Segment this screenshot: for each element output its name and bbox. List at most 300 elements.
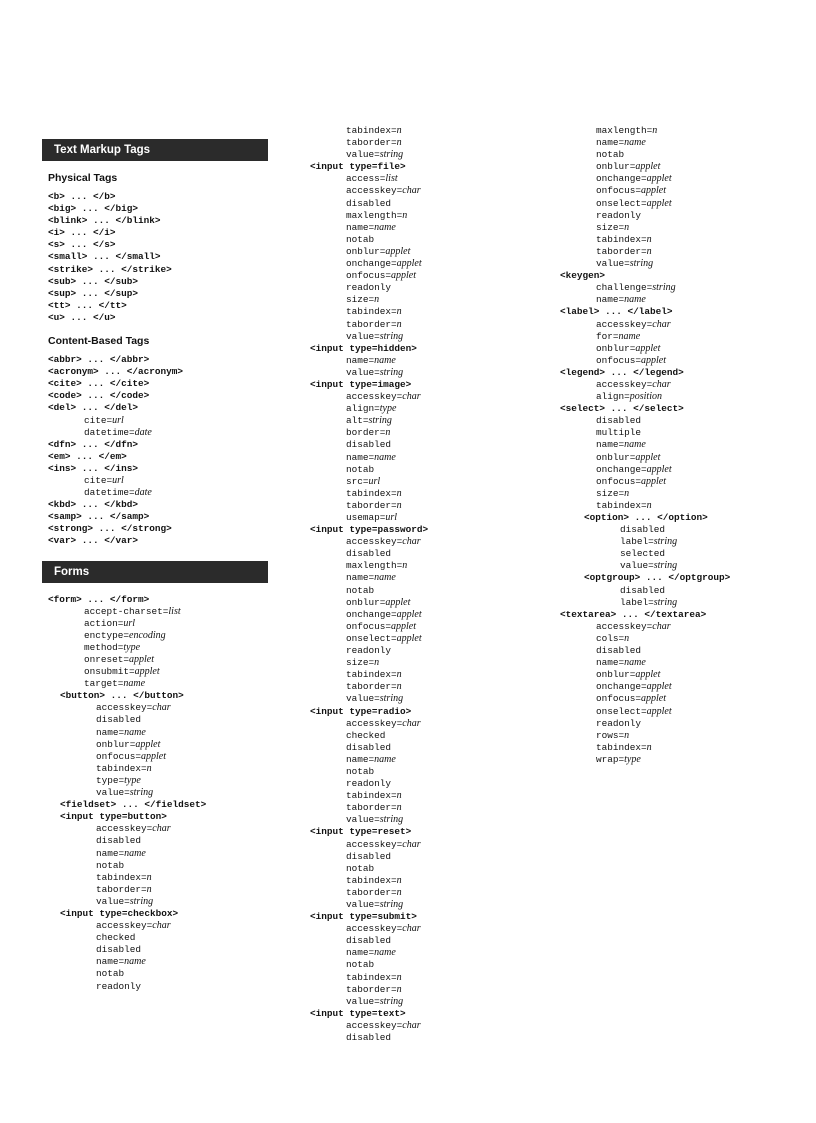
attribute-name: value= bbox=[96, 895, 130, 907]
attribute-entry bbox=[310, 427, 540, 439]
attribute-entry bbox=[48, 968, 268, 980]
attribute-entry bbox=[48, 944, 268, 956]
attribute-name: maxlength= bbox=[346, 209, 403, 221]
attribute-entry bbox=[560, 693, 800, 705]
attribute-entry bbox=[560, 560, 800, 572]
attribute-entry bbox=[310, 597, 540, 609]
attribute-entry bbox=[310, 839, 540, 851]
tag-entry: <fieldset> ... </fieldset> bbox=[60, 799, 207, 811]
attribute-name: action= bbox=[84, 617, 124, 629]
attribute-value: applet bbox=[646, 173, 672, 185]
attribute-name: usemap= bbox=[346, 512, 386, 523]
attribute-entry bbox=[48, 860, 268, 872]
attribute-name: accesskey= bbox=[346, 1019, 403, 1031]
attribute-name: access= bbox=[346, 173, 386, 185]
attribute-name: onselect= bbox=[596, 197, 647, 209]
attribute-value: url bbox=[368, 475, 381, 487]
attribute-name: accesskey= bbox=[96, 920, 153, 932]
attribute-name: name= bbox=[96, 956, 125, 968]
tag-entry: <sup> ... </sup> bbox=[48, 287, 139, 299]
attribute-value: name bbox=[624, 137, 646, 149]
attribute-entry bbox=[48, 872, 268, 884]
tag-entry: <b> ... </b> bbox=[48, 191, 116, 202]
attribute-entry bbox=[560, 258, 800, 270]
attribute-value: name bbox=[618, 330, 641, 342]
attribute-entry bbox=[560, 597, 800, 609]
attribute-name: onblur= bbox=[596, 451, 636, 463]
tag-entry: <sub> ... </sub> bbox=[48, 275, 139, 287]
column-1 bbox=[42, 139, 268, 993]
attribute-value: applet bbox=[135, 738, 161, 750]
attribute-entry bbox=[310, 536, 540, 548]
attribute-entry bbox=[310, 923, 540, 935]
tag-entry: <legend> ... </legend> bbox=[560, 366, 684, 378]
attribute-value: applet bbox=[635, 669, 661, 681]
attribute-entry bbox=[560, 536, 800, 548]
section-header-text-markup: Text Markup Tags bbox=[42, 139, 268, 161]
attribute-entry bbox=[310, 391, 540, 403]
tag-entry: <optgroup> ... </optgroup> bbox=[584, 572, 731, 584]
attribute-entry bbox=[560, 669, 800, 681]
attribute-name: value= bbox=[346, 814, 380, 826]
attribute-name: value= bbox=[346, 366, 380, 378]
attribute-name: accesskey= bbox=[596, 378, 653, 390]
attribute-entry bbox=[48, 487, 268, 499]
attribute-name: name= bbox=[346, 753, 375, 765]
attribute-value: applet bbox=[641, 185, 667, 197]
attribute-value: n bbox=[624, 729, 630, 741]
tag-entry: <blink> ... </blink> bbox=[48, 215, 161, 227]
attribute-name: cite= bbox=[84, 474, 113, 486]
tag-entry: <input type=text> bbox=[310, 1007, 406, 1019]
attribute-name: selected bbox=[620, 548, 666, 560]
attribute-entry bbox=[560, 500, 800, 512]
attribute-entry bbox=[310, 439, 540, 451]
attribute-value: applet bbox=[646, 197, 672, 209]
attribute-entry bbox=[310, 802, 540, 814]
attribute-name: value= bbox=[96, 787, 130, 799]
attribute-entry bbox=[48, 763, 268, 775]
tag-entry: <big> ... </big> bbox=[48, 203, 139, 215]
attribute-value: char bbox=[402, 391, 421, 403]
attribute-value: type bbox=[624, 753, 641, 765]
attribute-entry bbox=[310, 258, 540, 270]
attribute-name: name= bbox=[346, 572, 375, 584]
attribute-value: n bbox=[396, 137, 402, 149]
tag-entry: <kbd> ... </kbd> bbox=[48, 499, 139, 511]
attribute-entry bbox=[560, 185, 800, 197]
attribute-value: string bbox=[129, 895, 154, 907]
tag-entry: <samp> ... </samp> bbox=[48, 511, 150, 523]
attribute-entry bbox=[48, 727, 268, 739]
attribute-value: applet bbox=[635, 342, 661, 354]
attribute-name: target= bbox=[84, 678, 124, 690]
attribute-value: n bbox=[396, 681, 402, 693]
attribute-entry bbox=[560, 730, 800, 742]
attribute-entry bbox=[310, 306, 540, 318]
attribute-name: disabled bbox=[96, 714, 142, 726]
attribute-name: tabindex= bbox=[346, 669, 397, 681]
attribute-name: accesskey= bbox=[96, 702, 153, 714]
tag-entry: <small> ... </small> bbox=[48, 251, 161, 263]
attribute-name: accesskey= bbox=[346, 717, 403, 729]
attribute-value: char bbox=[402, 838, 421, 850]
attribute-value: string bbox=[379, 814, 404, 826]
attribute-name: size= bbox=[346, 657, 375, 669]
attribute-value: string bbox=[379, 330, 404, 342]
attribute-entry bbox=[310, 984, 540, 996]
attribute-value: n bbox=[374, 657, 380, 669]
attribute-value: applet bbox=[396, 258, 422, 270]
attribute-value: applet bbox=[635, 161, 661, 173]
attribute-entry bbox=[48, 427, 268, 439]
attribute-value: n bbox=[146, 762, 152, 774]
attribute-value: applet bbox=[635, 451, 661, 463]
attribute-entry bbox=[560, 681, 800, 693]
attribute-entry bbox=[310, 548, 540, 560]
attribute-entry bbox=[310, 718, 540, 730]
attribute-value: n bbox=[396, 487, 402, 499]
attribute-name: datetime= bbox=[84, 426, 135, 438]
tag-entry: <input type=hidden> bbox=[310, 342, 417, 354]
attribute-value: type bbox=[379, 403, 397, 415]
attribute-value: applet bbox=[141, 750, 167, 762]
attribute-name: checked bbox=[346, 729, 386, 741]
attribute-value: list bbox=[168, 605, 181, 617]
attribute-name: disabled bbox=[96, 944, 142, 956]
attribute-entry bbox=[560, 742, 800, 754]
subheading-content-based-tags: Content-Based Tags bbox=[48, 335, 150, 348]
tag-entry: <form> ... </form> bbox=[48, 593, 150, 605]
attribute-entry bbox=[310, 415, 540, 427]
attribute-entry bbox=[310, 198, 540, 210]
attribute-name: onfocus= bbox=[596, 475, 642, 487]
attribute-name: disabled bbox=[96, 835, 142, 847]
attribute-value: applet bbox=[641, 475, 667, 487]
attribute-name: onblur= bbox=[596, 161, 636, 173]
attribute-value: n bbox=[146, 871, 152, 883]
attribute-value: name bbox=[624, 294, 646, 306]
attribute-entry bbox=[560, 439, 800, 451]
attribute-value: applet bbox=[646, 681, 672, 693]
attribute-name: label= bbox=[620, 536, 654, 548]
attribute-name: disabled bbox=[620, 584, 666, 596]
attribute-entry bbox=[560, 476, 800, 488]
attribute-value: n bbox=[396, 318, 402, 330]
attribute-value: n bbox=[646, 245, 652, 257]
attribute-entry bbox=[48, 654, 268, 666]
attribute-entry bbox=[560, 282, 800, 294]
attribute-entry bbox=[48, 981, 268, 993]
attribute-entry bbox=[560, 222, 800, 234]
attribute-entry bbox=[48, 956, 268, 968]
attribute-value: type bbox=[123, 641, 141, 653]
attribute-entry bbox=[560, 464, 800, 476]
attribute-entry bbox=[310, 355, 540, 367]
attribute-name: onblur= bbox=[596, 342, 636, 354]
attribute-entry bbox=[310, 633, 540, 645]
attribute-entry bbox=[310, 464, 540, 476]
attribute-name: name= bbox=[346, 947, 375, 959]
attribute-entry bbox=[310, 621, 540, 633]
attribute-name: disabled bbox=[346, 1032, 392, 1044]
attribute-name: notab bbox=[346, 233, 375, 245]
attribute-name: readonly bbox=[346, 645, 392, 657]
attribute-value: n bbox=[396, 874, 402, 886]
attribute-entry bbox=[310, 1020, 540, 1032]
attribute-value: applet bbox=[391, 620, 417, 632]
attribute-name: enctype= bbox=[84, 629, 130, 641]
attribute-name: onchange= bbox=[596, 681, 647, 693]
attribute-entry bbox=[310, 669, 540, 681]
attribute-value: string bbox=[653, 596, 678, 608]
attribute-value: name bbox=[374, 451, 396, 463]
attribute-value: url bbox=[112, 414, 124, 426]
attribute-name: disabled bbox=[346, 850, 392, 862]
attribute-name: name= bbox=[596, 294, 625, 306]
tag-entry: <strike> ... </strike> bbox=[48, 263, 172, 275]
attribute-name: accesskey= bbox=[346, 536, 403, 548]
attribute-entry bbox=[560, 706, 800, 718]
attribute-name: value= bbox=[346, 149, 380, 161]
attribute-name: tabindex= bbox=[346, 306, 397, 318]
attribute-name: disabled bbox=[596, 415, 642, 427]
attribute-entry bbox=[48, 714, 268, 726]
attribute-entry bbox=[48, 751, 268, 763]
attribute-name: notab bbox=[346, 463, 375, 475]
tag-entry: <em> ... </em> bbox=[48, 450, 127, 462]
attribute-value: applet bbox=[396, 632, 422, 644]
attribute-name: value= bbox=[346, 693, 380, 705]
attribute-entry bbox=[48, 884, 268, 896]
attribute-name: disabled bbox=[346, 935, 392, 947]
attribute-name: disabled bbox=[620, 524, 666, 536]
attribute-value: type bbox=[124, 774, 141, 786]
attribute-name: maxlength= bbox=[596, 125, 653, 136]
attribute-entry bbox=[48, 642, 268, 654]
attribute-entry bbox=[48, 932, 268, 944]
attribute-value: n bbox=[646, 233, 652, 245]
attribute-entry bbox=[560, 294, 800, 306]
attribute-name: taborder= bbox=[346, 499, 397, 511]
attribute-value: applet bbox=[641, 354, 667, 366]
attribute-entry bbox=[310, 125, 540, 137]
attribute-value: char bbox=[652, 318, 671, 330]
attribute-entry bbox=[48, 823, 268, 835]
attribute-value: n bbox=[396, 669, 402, 681]
attribute-name: label= bbox=[620, 596, 654, 608]
attribute-value: string bbox=[629, 258, 654, 270]
tag-entry: <input type=button> bbox=[60, 811, 167, 823]
attribute-name: notab bbox=[346, 959, 375, 971]
attribute-entry bbox=[560, 343, 800, 355]
attribute-value: name bbox=[624, 439, 646, 451]
attribute-entry bbox=[310, 476, 540, 488]
attribute-name: onchange= bbox=[346, 608, 397, 620]
attribute-entry bbox=[310, 947, 540, 959]
attribute-value: date bbox=[134, 487, 152, 499]
attribute-name: onselect= bbox=[596, 705, 647, 717]
attribute-value: char bbox=[152, 920, 171, 932]
attribute-name: value= bbox=[346, 899, 380, 910]
attribute-name: maxlength= bbox=[346, 560, 403, 572]
attribute-name: onsubmit= bbox=[84, 666, 135, 678]
attribute-value: applet bbox=[129, 654, 155, 665]
attribute-entry bbox=[560, 621, 800, 633]
attribute-value: encoding bbox=[129, 629, 166, 641]
attribute-entry bbox=[560, 452, 800, 464]
attribute-entry bbox=[310, 585, 540, 597]
tag-entry: <keygen> bbox=[560, 270, 606, 282]
attribute-name: taborder= bbox=[346, 681, 397, 693]
attribute-entry bbox=[48, 666, 268, 678]
attribute-name: notab bbox=[346, 862, 375, 874]
attribute-entry bbox=[48, 630, 268, 642]
attribute-entry bbox=[310, 996, 540, 1008]
attribute-value: name bbox=[124, 847, 146, 859]
attribute-entry bbox=[560, 331, 800, 343]
attribute-entry bbox=[310, 246, 540, 258]
attribute-entry bbox=[560, 657, 800, 669]
attribute-name: tabindex= bbox=[96, 762, 147, 774]
attribute-value: n bbox=[396, 886, 402, 898]
tag-entry: <input type=password> bbox=[310, 524, 429, 536]
attribute-name: accesskey= bbox=[96, 823, 153, 835]
attribute-entry bbox=[48, 920, 268, 932]
attribute-name: accesskey= bbox=[346, 838, 403, 850]
attribute-value: string bbox=[379, 366, 404, 378]
attribute-value: n bbox=[402, 209, 408, 221]
attribute-value: applet bbox=[134, 666, 160, 678]
attribute-value: string bbox=[379, 899, 404, 910]
tag-entry: <label> ... </label> bbox=[560, 306, 673, 318]
tag-entry: <button> ... </button> bbox=[60, 690, 184, 702]
attribute-value: n bbox=[374, 294, 380, 306]
attribute-name: for= bbox=[596, 330, 619, 342]
attribute-name: notab bbox=[96, 968, 125, 980]
tag-entry: <input type=checkbox> bbox=[60, 907, 179, 919]
attribute-name: alt= bbox=[346, 415, 369, 427]
attribute-value: n bbox=[652, 125, 658, 136]
attribute-name: tabindex= bbox=[96, 871, 147, 883]
attribute-entry bbox=[310, 875, 540, 887]
attribute-value: url bbox=[123, 617, 136, 629]
attribute-name: taborder= bbox=[96, 883, 147, 895]
attribute-value: char bbox=[152, 702, 171, 714]
attribute-entry bbox=[310, 137, 540, 149]
attribute-name: accesskey= bbox=[346, 391, 403, 403]
attribute-name: align= bbox=[346, 403, 380, 415]
attribute-name: taborder= bbox=[346, 318, 397, 330]
attribute-name: tabindex= bbox=[596, 741, 647, 753]
attribute-name: align= bbox=[596, 391, 630, 403]
attribute-name: size= bbox=[596, 487, 625, 499]
column-3 bbox=[560, 125, 800, 766]
attribute-value: applet bbox=[396, 608, 422, 620]
attribute-entry bbox=[560, 173, 800, 185]
attribute-entry bbox=[48, 739, 268, 751]
attribute-name: tabindex= bbox=[346, 487, 397, 499]
attribute-entry bbox=[560, 355, 800, 367]
attribute-entry bbox=[560, 718, 800, 730]
attribute-name: readonly bbox=[346, 282, 392, 294]
attribute-value: applet bbox=[391, 270, 417, 282]
attribute-entry bbox=[560, 633, 800, 645]
attribute-entry bbox=[310, 887, 540, 899]
attribute-name: onfocus= bbox=[346, 270, 392, 282]
attribute-value: applet bbox=[385, 596, 411, 608]
attribute-value: string bbox=[653, 536, 678, 548]
attribute-value: n bbox=[385, 427, 391, 439]
section-header-forms: Forms bbox=[42, 561, 268, 583]
attribute-entry bbox=[560, 198, 800, 210]
attribute-entry bbox=[310, 560, 540, 572]
attribute-entry bbox=[310, 778, 540, 790]
attribute-entry bbox=[48, 678, 268, 690]
attribute-name: name= bbox=[346, 451, 375, 463]
attribute-value: name bbox=[624, 657, 646, 669]
attribute-value: n bbox=[646, 499, 652, 511]
tag-entry: <s> ... </s> bbox=[48, 239, 116, 251]
attribute-value: char bbox=[402, 717, 421, 729]
attribute-entry bbox=[560, 246, 800, 258]
tag-entry: <abbr> ... </abbr> bbox=[48, 354, 150, 366]
attribute-name: onfocus= bbox=[596, 693, 642, 705]
attribute-value: n bbox=[402, 560, 408, 572]
content-tags-list bbox=[42, 354, 268, 548]
attribute-name: disabled bbox=[346, 197, 392, 209]
attribute-entry bbox=[310, 959, 540, 971]
attribute-entry bbox=[48, 835, 268, 847]
attribute-value: n bbox=[396, 125, 402, 136]
attribute-name: onchange= bbox=[596, 463, 647, 475]
attribute-entry bbox=[310, 935, 540, 947]
attribute-entry bbox=[310, 270, 540, 282]
attribute-entry bbox=[560, 754, 800, 766]
attribute-name: border= bbox=[346, 427, 386, 439]
attribute-name: disabled bbox=[596, 645, 642, 657]
attribute-entry bbox=[310, 331, 540, 343]
attribute-value: char bbox=[402, 923, 421, 935]
attribute-value: n bbox=[646, 741, 652, 753]
attribute-entry bbox=[560, 149, 800, 161]
attribute-name: value= bbox=[620, 560, 654, 572]
tag-entry: <tt> ... </tt> bbox=[48, 299, 127, 311]
tag-entry: <textarea> ... </textarea> bbox=[560, 608, 707, 620]
attribute-name: onreset= bbox=[84, 654, 130, 665]
attribute-name: accesskey= bbox=[346, 923, 403, 935]
attribute-entry bbox=[48, 606, 268, 618]
attribute-name: taborder= bbox=[346, 137, 397, 149]
attribute-name: multiple bbox=[596, 427, 642, 439]
attribute-name: rows= bbox=[596, 729, 625, 741]
attribute-entry bbox=[560, 415, 800, 427]
attribute-entry bbox=[310, 790, 540, 802]
attribute-name: type= bbox=[96, 774, 125, 786]
attribute-entry bbox=[310, 173, 540, 185]
attribute-entry bbox=[310, 367, 540, 379]
attribute-entry bbox=[310, 754, 540, 766]
attribute-name: name= bbox=[596, 137, 625, 149]
attribute-name: onfocus= bbox=[596, 354, 642, 366]
attribute-name: taborder= bbox=[346, 802, 397, 814]
column-2 bbox=[310, 125, 540, 1044]
attribute-value: name bbox=[374, 354, 396, 366]
attribute-value: applet bbox=[385, 245, 411, 257]
attribute-entry bbox=[310, 730, 540, 742]
attribute-name: value= bbox=[346, 995, 380, 1007]
attribute-value: n bbox=[396, 499, 402, 511]
